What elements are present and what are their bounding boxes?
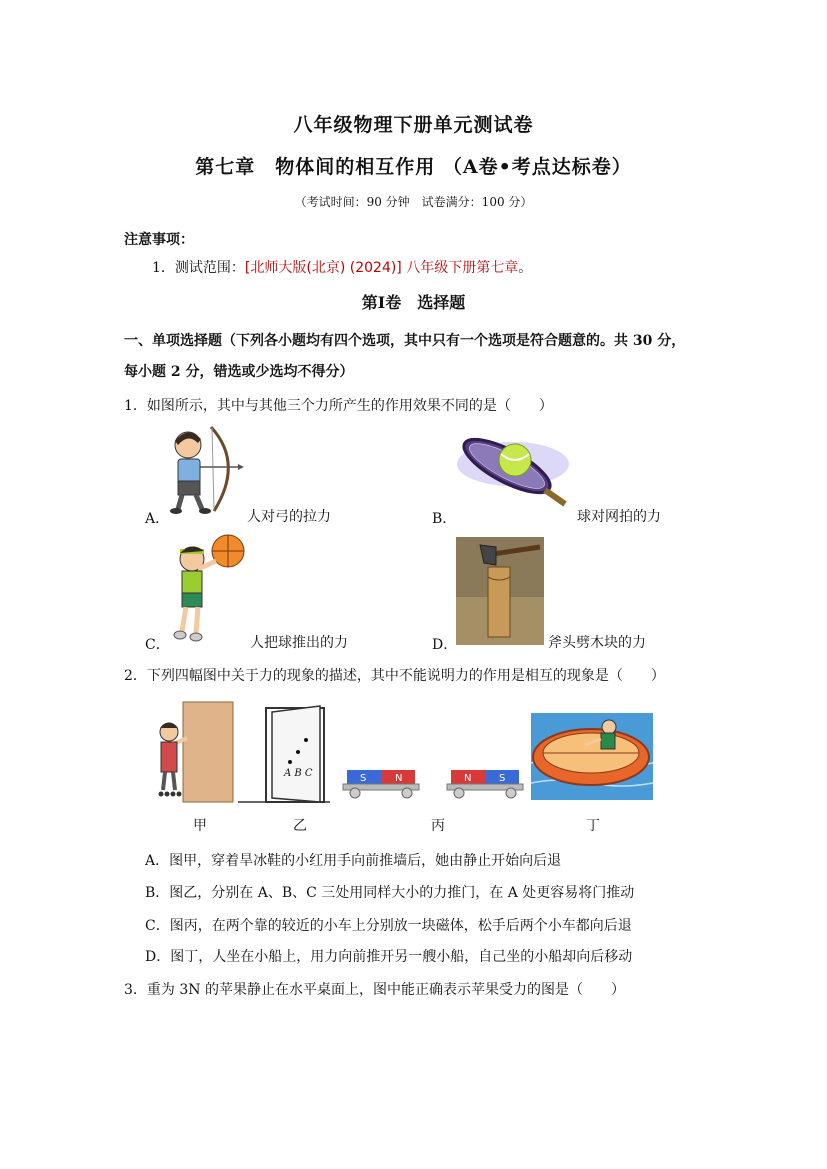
page-title: 八年级物理下册单元测试卷: [293, 114, 534, 136]
q1-option-d-letter: D．: [432, 637, 458, 653]
door-figure: [238, 706, 330, 806]
q1-option-d-caption: 斧头劈木块的力: [548, 635, 646, 651]
q2-figure-label-yi: 乙: [293, 818, 307, 834]
girl-pushing-wall-figure: [155, 702, 235, 804]
notes-heading: 注意事项：: [124, 232, 194, 248]
q2-option-b: B．图乙，分别在 A、B、C 三处用同样大小的力推门，在 A 处更容易将门推动: [145, 885, 635, 901]
section-title: 第Ⅰ卷 选择题: [361, 293, 466, 312]
magnet-1-pole-left: S: [360, 773, 367, 784]
q1-option-c-caption: 人把球推出的力: [250, 635, 348, 651]
q1-option-b-letter: B．: [432, 511, 457, 527]
q2-option-c: C．图丙，在两个靠的较近的小车上分别放一块磁体，松手后两个小车都向后退: [145, 918, 632, 934]
q1-option-b-caption: 球对网拍的力: [577, 509, 661, 525]
q2-figure-label-jia: 甲: [193, 818, 207, 834]
magnet-2-pole-right: S: [499, 773, 506, 784]
chapter-title: 第七章 物体间的相互作用 （A卷•考点达标卷）: [195, 156, 632, 178]
archer-figure: [166, 423, 246, 515]
q3-stem: 3．重为 3N 的苹果静止在水平桌面上，图中能正确表示苹果受力的图是（ ）: [124, 982, 625, 998]
magnet-1-pole-right: N: [395, 773, 403, 784]
door-abc-labels: A B C: [284, 768, 313, 779]
q1-stem: 1．如图所示，其中与其他三个力所产生的作用效果不同的是（ ）: [124, 398, 553, 414]
q1-option-a-letter: A．: [145, 511, 170, 527]
q2-figure-label-ding: 丁: [586, 818, 600, 834]
magnet-cars-figure: [343, 768, 523, 800]
exam-info: （考试时间：90 分钟 试卷满分：100 分）: [294, 195, 533, 209]
q2-option-d: D．图丁，人坐在小船上，用力向前推开另一艘小船，自己坐的小船却向后移动: [145, 949, 633, 965]
notes-item-1-prefix: 1．测试范围：: [152, 260, 245, 276]
q2-option-a: A．图甲，穿着旱冰鞋的小红用手向前推墙后，她由静止开始向后退: [145, 853, 562, 869]
notes-item-1-range: [北师大版(北京) (2024)] 八年级下册第七章: [244, 260, 519, 276]
magnet-2-pole-left: N: [464, 773, 472, 784]
basketball-player-figure: [168, 533, 248, 643]
section-instructions-1: 一、单项选择题（下列各小题均有四个选项，其中只有一个选项是符合题意的。共 30 分，: [124, 333, 686, 349]
q2-figure-label-bing: 丙: [431, 818, 445, 834]
q2-stem: 2．下列四幅图中关于力的现象的描述，其中不能说明力的作用是相互的现象是（ ）: [124, 668, 665, 684]
q1-option-c-letter: C．: [145, 637, 170, 653]
notes-item-1: [152, 257, 532, 277]
racket-ball-figure: [457, 428, 569, 516]
q1-option-a-caption: 人对弓的拉力: [247, 509, 331, 525]
axe-wood-figure: [456, 537, 544, 645]
section-instructions-2: 每小题 2 分，错选或少选均不得分）: [124, 364, 354, 380]
boat-figure: [531, 713, 653, 800]
notes-item-1-suffix: 。: [518, 260, 533, 276]
